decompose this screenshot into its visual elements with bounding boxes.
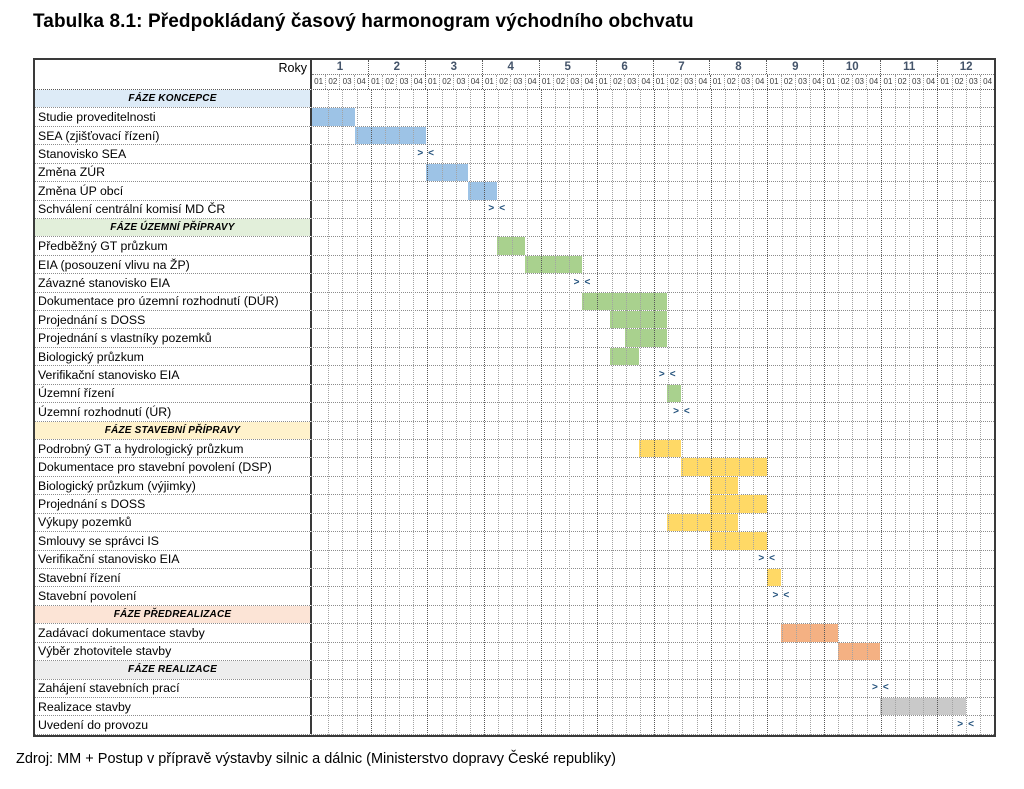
task-label: Studie proveditelnosti [35, 108, 312, 125]
quarter-cell: 02 [383, 75, 397, 89]
quarter-cell: 01 [540, 75, 554, 89]
task-bar [525, 256, 582, 273]
task-row [35, 680, 994, 698]
section-label: FÁZE STAVEBNÍ PŘÍPRAVY [35, 422, 312, 439]
task-row [35, 385, 994, 403]
quarter-cell: 03 [796, 75, 810, 89]
task-label: Územní řízení [35, 385, 312, 402]
task-bar [610, 311, 667, 328]
task-label: Stanovisko SEA [35, 145, 312, 162]
year-cell: 12 [959, 61, 973, 73]
task-chart-area [312, 458, 994, 475]
task-label: Stavební povolení [35, 587, 312, 604]
milestone-close-glyph: < [669, 369, 676, 381]
task-row [35, 495, 994, 513]
task-row [35, 348, 994, 366]
task-label: Dokumentace pro stavební povolení (DSP) [35, 458, 312, 475]
task-row [35, 716, 994, 734]
quarter-cell: 04 [526, 75, 540, 89]
task-chart-area [312, 403, 994, 420]
task-chart-area [312, 329, 994, 346]
task-label: Výběr zhotovitele stavby [35, 643, 312, 660]
task-row [35, 403, 994, 421]
quarter-cell: 01 [938, 75, 952, 89]
milestone-open-glyph: > [957, 719, 964, 731]
year-cell: 5 [540, 60, 597, 74]
task-row [35, 293, 994, 311]
task-chart-area [312, 698, 994, 715]
task-label: EIA (posouzení vlivu na ŽP) [35, 256, 312, 273]
section-chart-area [312, 422, 994, 439]
year-cell: 1 [312, 60, 369, 74]
task-row [35, 274, 994, 292]
milestone-close-glyph: < [769, 553, 775, 565]
task-row [35, 201, 994, 219]
page-title: Tabulka 8.1: Předpokládaný časový harmonogram východního obchvatu [33, 11, 694, 32]
milestone-close-glyph: < [783, 590, 790, 602]
year-cell: 10 [824, 60, 881, 74]
quarter-cell: 02 [668, 75, 682, 89]
task-label: Biologický průzkum [35, 348, 312, 365]
quarter-cell: 02 [497, 75, 511, 89]
task-row [35, 477, 994, 495]
milestone-open-glyph: > [871, 682, 878, 694]
task-bar [681, 458, 766, 475]
milestone-close-glyph: < [499, 203, 506, 215]
quarter-cell: 01 [312, 75, 326, 89]
task-row [35, 532, 994, 550]
year-cell: 4 [483, 60, 540, 74]
section-label: FÁZE REALIZACE [35, 661, 312, 678]
task-label: Uvedení do provozu [35, 716, 312, 733]
task-bar [639, 440, 682, 457]
task-chart-area [312, 366, 994, 383]
task-chart-area [312, 145, 994, 162]
quarter-cell: 01 [483, 75, 497, 89]
source-note: Zdroj: MM + Postup v přípravě výstavby silnic a dálnic (Ministerstvo dopravy České republiky) [16, 751, 616, 767]
quarter-cell: 01 [768, 75, 782, 89]
task-row [35, 458, 994, 476]
section-header-row [35, 422, 994, 440]
task-label: Biologický průzkum (výjimky) [35, 477, 312, 494]
quarter-cell: 03 [511, 75, 525, 89]
year-cell: 11 [881, 60, 938, 74]
quarter-cell: 04 [753, 75, 767, 89]
task-label: Stavební řízení [35, 569, 312, 586]
milestone-marker [659, 366, 676, 383]
section-header-row [35, 219, 994, 237]
quarter-cell: 04 [639, 75, 653, 89]
task-bar [582, 293, 667, 310]
gantt-table [33, 58, 996, 737]
time-axis-header [312, 60, 994, 89]
quarter-cell: 01 [711, 75, 725, 89]
milestone-marker [488, 201, 505, 218]
task-chart-area [312, 532, 994, 549]
section-header-row [35, 661, 994, 679]
year-cell: 7 [654, 60, 711, 74]
task-chart-area [312, 569, 994, 586]
milestone-marker [673, 403, 690, 420]
quarter-cell: 03 [910, 75, 924, 89]
task-row [35, 311, 994, 329]
task-label: Podrobný GT a hydrologický průzkum [35, 440, 312, 457]
quarter-cell: 03 [682, 75, 696, 89]
task-row [35, 237, 994, 255]
task-chart-area [312, 477, 994, 494]
task-row [35, 127, 994, 145]
task-bar [838, 643, 881, 660]
milestone-open-glyph: > [758, 553, 765, 565]
milestone-open-glyph: > [658, 369, 665, 381]
milestone-marker [758, 551, 775, 568]
quarter-cell: 04 [924, 75, 938, 89]
quarter-cell: 03 [340, 75, 354, 89]
milestone-marker [957, 716, 974, 733]
task-row [35, 587, 994, 605]
task-chart-area [312, 237, 994, 254]
task-label: Územní rozhodnutí (ÚR) [35, 403, 312, 420]
quarter-cell: 03 [568, 75, 582, 89]
task-chart-area [312, 495, 994, 512]
quarter-cell: 01 [881, 75, 895, 89]
task-chart-area [312, 274, 994, 291]
table-header [35, 60, 994, 90]
task-label: Projednání s vlastníky pozemků [35, 329, 312, 346]
quarter-cell: 04 [355, 75, 369, 89]
task-chart-area [312, 164, 994, 181]
milestone-open-glyph: > [772, 590, 779, 602]
task-label: Výkupy pozemků [35, 514, 312, 531]
quarter-cell: 04 [696, 75, 710, 89]
task-label: SEA (zjišťovací řízení) [35, 127, 312, 144]
task-chart-area [312, 256, 994, 273]
section-header-row [35, 606, 994, 624]
milestone-open-glyph: > [488, 203, 495, 215]
task-bar [355, 127, 426, 144]
task-row [35, 164, 994, 182]
task-chart-area [312, 587, 994, 604]
task-chart-area [312, 643, 994, 660]
milestone-close-glyph: < [428, 147, 434, 159]
quarter-cell: 01 [426, 75, 440, 89]
task-bar [667, 514, 738, 531]
section-chart-area [312, 90, 994, 107]
task-chart-area [312, 348, 994, 365]
task-label: Zahájení stavebních prací [35, 680, 312, 697]
task-label: Smlouvy se správci IS [35, 532, 312, 549]
milestone-marker [773, 587, 790, 604]
quarter-cell: 04 [582, 75, 596, 89]
quarter-cell: 03 [739, 75, 753, 89]
year-cell: 2 [369, 60, 426, 74]
quarter-cell: 02 [782, 75, 796, 89]
task-label: Projednání s DOSS [35, 495, 312, 512]
task-bar [880, 698, 965, 715]
quarter-cell: 01 [654, 75, 668, 89]
quarter-cell: 03 [967, 75, 981, 89]
task-bar [625, 329, 668, 346]
task-row [35, 440, 994, 458]
task-row [35, 256, 994, 274]
task-row [35, 551, 994, 569]
task-chart-area [312, 182, 994, 199]
years-row [312, 60, 994, 75]
milestone-marker [574, 274, 591, 291]
task-bar [781, 624, 838, 641]
task-chart-area [312, 514, 994, 531]
task-bar [497, 237, 525, 254]
quarter-cell: 04 [412, 75, 426, 89]
task-label: Změna ZÚR [35, 164, 312, 181]
task-label: Verifikační stanovisko EIA [35, 551, 312, 568]
quarter-cell: 01 [597, 75, 611, 89]
year-cell: 6 [597, 60, 654, 74]
section-chart-area [312, 661, 994, 678]
task-row [35, 329, 994, 347]
quarter-cell: 02 [896, 75, 910, 89]
quarter-cell: 04 [983, 77, 993, 86]
quarter-cell: 04 [867, 75, 881, 89]
quarter-cell: 01 [369, 75, 383, 89]
milestone-close-glyph: < [584, 276, 591, 288]
task-chart-area [312, 201, 994, 218]
quarter-cell: 02 [440, 75, 454, 89]
task-chart-area [312, 385, 994, 402]
quarter-cell: 03 [625, 75, 639, 89]
task-row [35, 514, 994, 532]
task-label: Změna ÚP obcí [35, 182, 312, 199]
task-bar [312, 108, 355, 125]
task-label: Předběžný GT průzkum [35, 237, 312, 254]
milestone-close-glyph: < [683, 405, 690, 417]
section-chart-area [312, 219, 994, 236]
task-row [35, 698, 994, 716]
task-row [35, 366, 994, 384]
roky-label: Roky [35, 60, 312, 89]
milestone-open-glyph: > [673, 405, 679, 417]
section-chart-area [312, 606, 994, 623]
task-chart-area [312, 440, 994, 457]
quarter-cell: 04 [469, 75, 483, 89]
milestone-marker [417, 145, 434, 162]
quarter-cell: 03 [397, 75, 411, 89]
milestone-open-glyph: > [417, 147, 424, 159]
task-chart-area [312, 293, 994, 310]
quarter-cell: 01 [824, 75, 838, 89]
task-label: Projednání s DOSS [35, 311, 312, 328]
task-bar [426, 164, 469, 181]
year-cell: 3 [426, 60, 483, 74]
task-bar [667, 385, 681, 402]
task-chart-area [312, 551, 994, 568]
section-label: FÁZE ÚZEMNÍ PŘÍPRAVY [35, 219, 312, 236]
milestone-close-glyph: < [968, 719, 974, 731]
task-row [35, 624, 994, 642]
task-bar [710, 532, 767, 549]
task-chart-area [312, 127, 994, 144]
quarter-cell: 03 [454, 75, 468, 89]
task-label: Realizace stavby [35, 698, 312, 715]
task-label: Dokumentace pro územní rozhodnutí (DÚR) [35, 293, 312, 310]
task-chart-area [312, 680, 994, 697]
task-row [35, 145, 994, 163]
quarter-cell: 02 [554, 75, 568, 89]
quarter-cell: 02 [326, 75, 340, 89]
quarter-cell: 02 [839, 75, 853, 89]
task-row [35, 182, 994, 200]
task-label: Verifikační stanovisko EIA [35, 366, 312, 383]
quarter-cell: 02 [611, 75, 625, 89]
quarter-cell: 02 [953, 75, 967, 89]
task-bar [767, 569, 781, 586]
section-label: FÁZE PŘEDREALIZACE [35, 606, 312, 623]
quarter-cell: 04 [810, 75, 824, 89]
task-row [35, 108, 994, 126]
quarters-row [312, 75, 994, 89]
task-bar [710, 495, 767, 512]
task-label: Schválení centrální komisí MD ČR [35, 201, 312, 218]
milestone-open-glyph: > [573, 276, 580, 288]
task-chart-area [312, 716, 994, 733]
gantt-body [35, 90, 994, 735]
task-chart-area [312, 624, 994, 641]
task-label: Zadávací dokumentace stavby [35, 624, 312, 641]
task-label: Závazné stanovisko EIA [35, 274, 312, 291]
task-row [35, 643, 994, 661]
section-label: FÁZE KONCEPCE [35, 90, 312, 107]
milestone-marker [872, 680, 889, 697]
task-chart-area [312, 311, 994, 328]
quarter-cell: 03 [853, 75, 867, 89]
task-bar [610, 348, 638, 365]
milestone-close-glyph: < [882, 682, 889, 694]
year-cell: 8 [710, 60, 767, 74]
task-row [35, 569, 994, 587]
section-header-row [35, 90, 994, 108]
year-cell: 9 [767, 60, 824, 74]
task-bar [468, 182, 496, 199]
quarter-cell: 02 [725, 75, 739, 89]
task-chart-area [312, 108, 994, 125]
task-bar [710, 477, 738, 494]
